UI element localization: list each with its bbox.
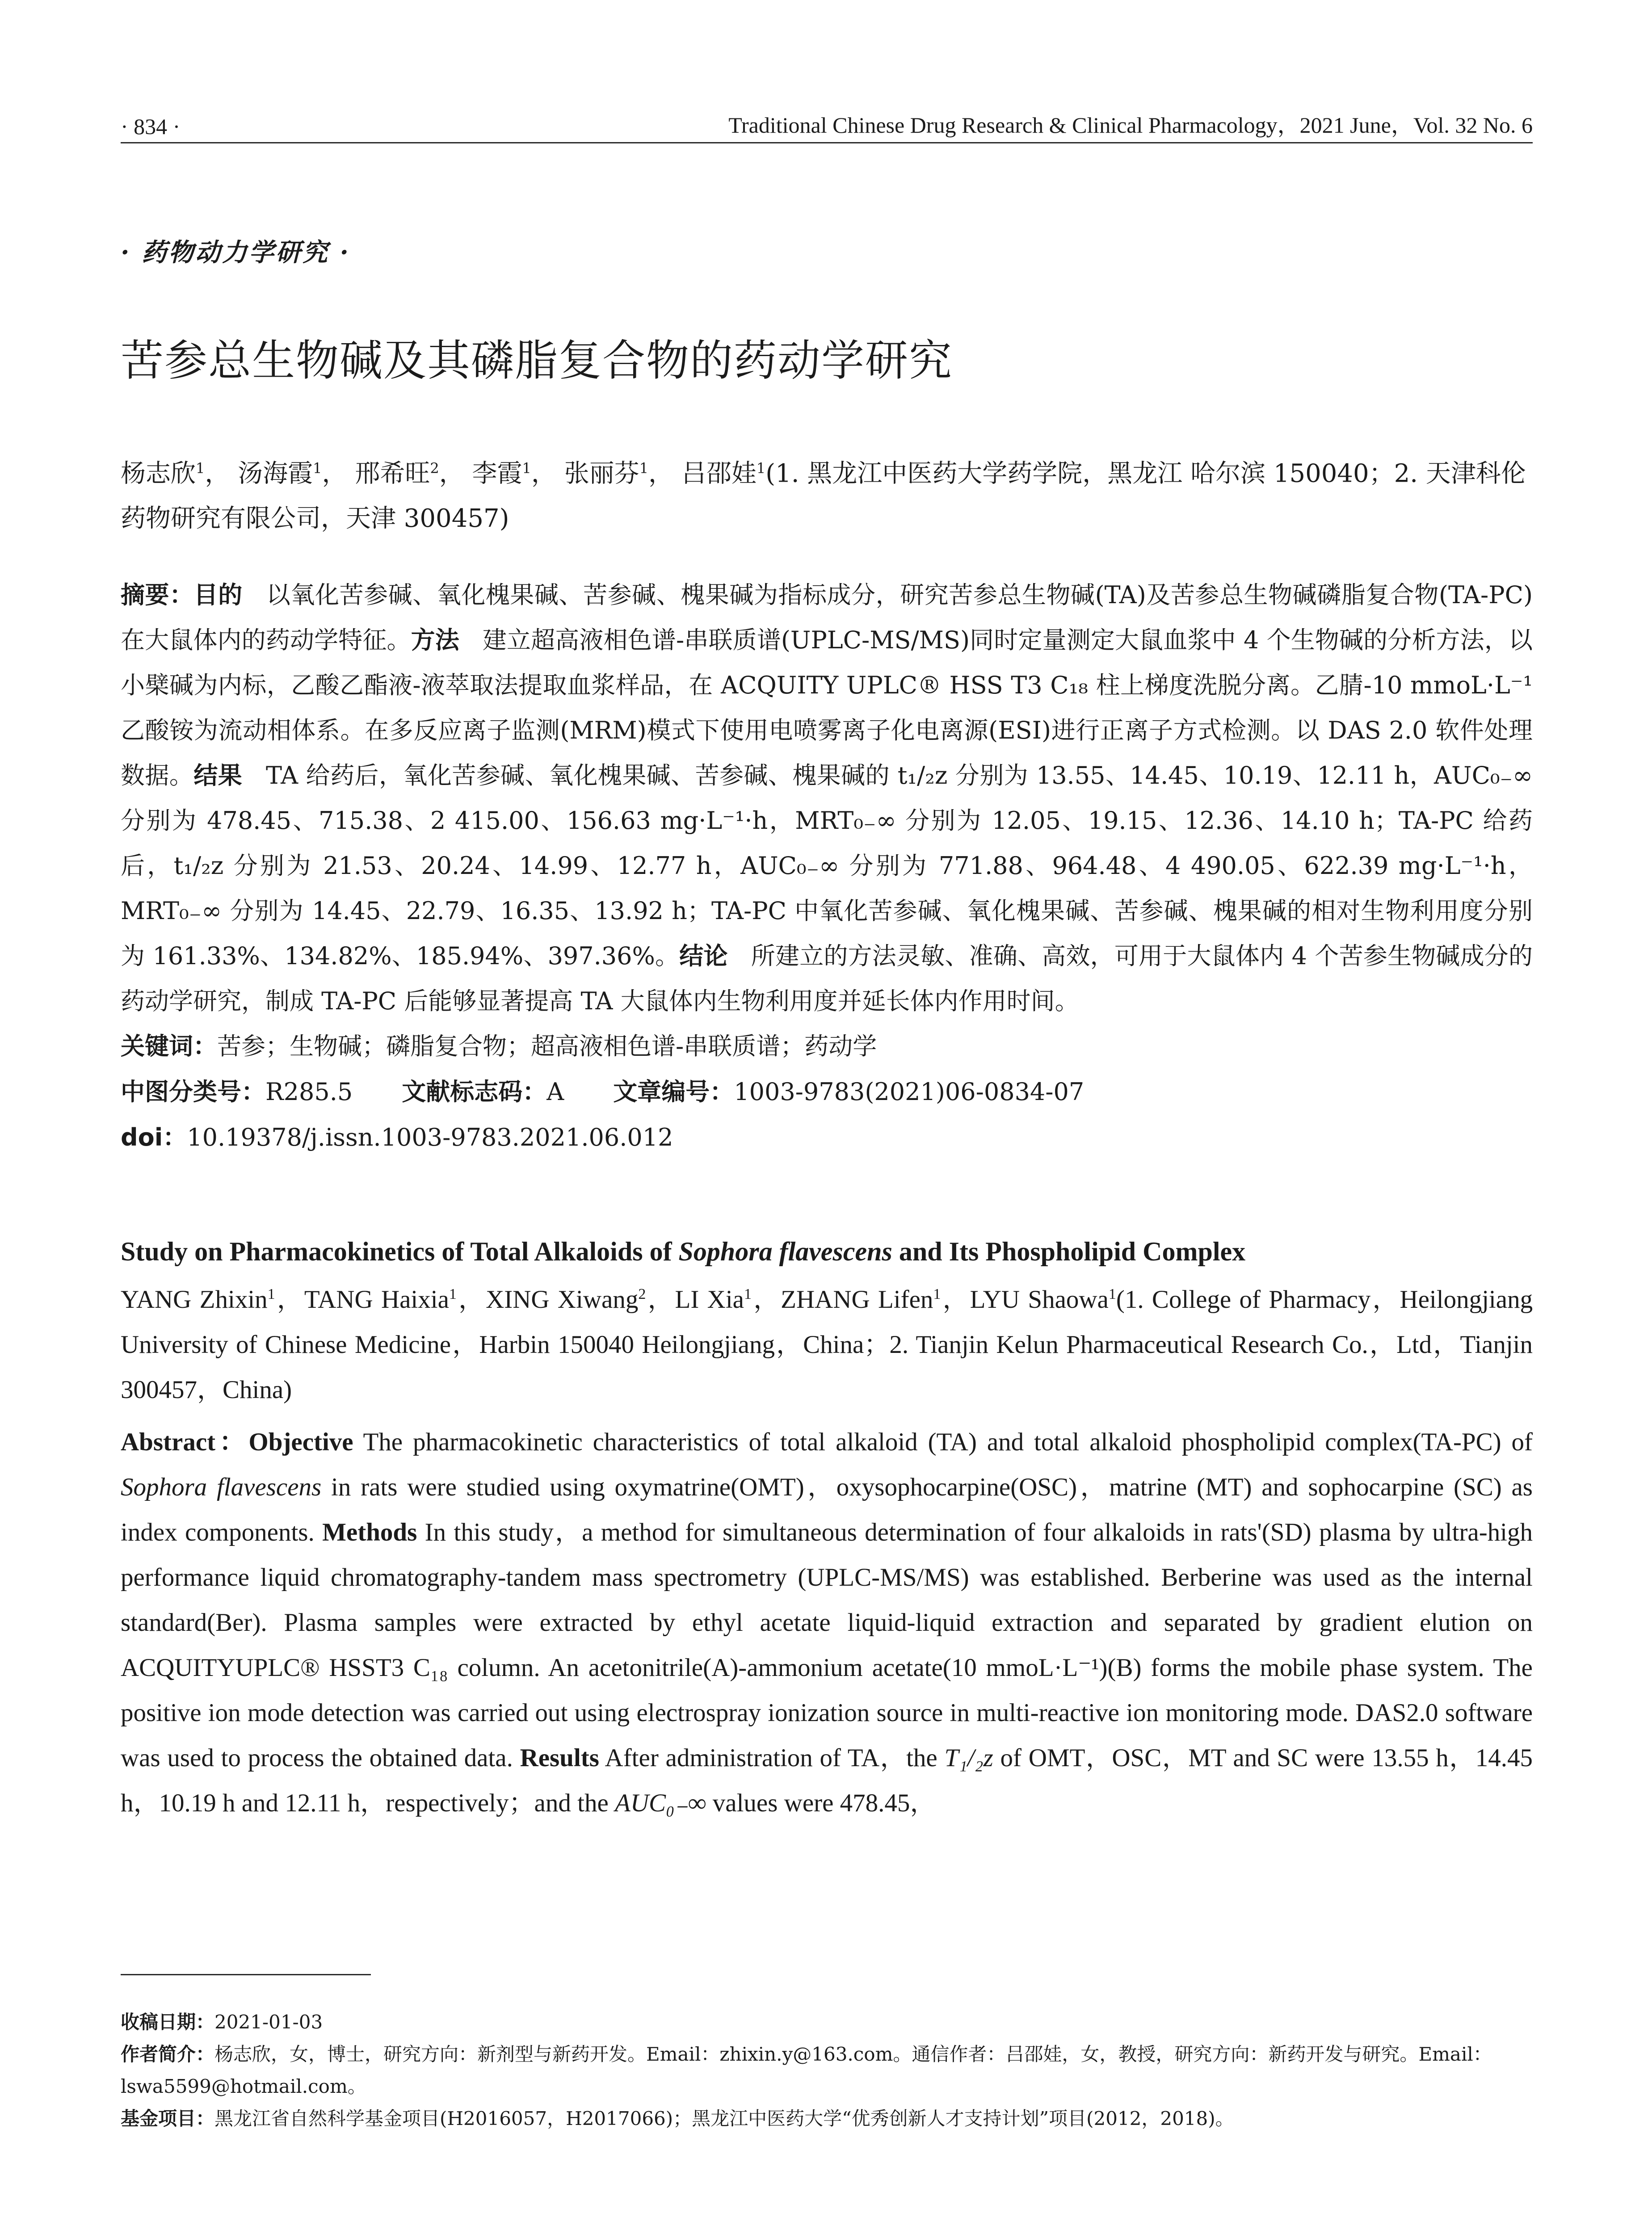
affiliation-en: (1. College of Pharmacy，Heilongjiang University of Chinese Medicine，Harbin 150040 Heilongjiang，China；2. Tianjin Kelun Pharmaceutical Research Co.，Ltd，Tianjin 300457，China) xyxy=(121,1285,1533,1404)
funding-value: 黑龙江省自然科学基金项目(H2016057，H2017066)；黑龙江中医药大学“优秀创新人才支持计划”项目(2012，2018)。 xyxy=(214,2108,1234,2129)
doi-label: doi： xyxy=(121,1123,187,1151)
keywords-text: 苦参；生物碱；磷脂复合物；超高液相色谱-串联质谱；药动学 xyxy=(217,1032,877,1060)
received-value: 2021-01-03 xyxy=(214,2011,323,2033)
page-number: · 834 · xyxy=(121,114,181,139)
author-name: 汤海霞 xyxy=(238,459,313,488)
species-name: Sophora flavescens xyxy=(121,1473,322,1501)
received-label: 收稿日期： xyxy=(121,2011,215,2033)
doc-code-label: 文献标志码： xyxy=(402,1077,547,1106)
classification-line xyxy=(121,1069,1533,1115)
author-affiliation-mark: 1 xyxy=(449,1285,457,1302)
abstract-en-label: Abstract： xyxy=(121,1428,249,1456)
article-page xyxy=(121,107,1533,1826)
author-affiliation-mark: 2 xyxy=(638,1285,646,1302)
conclusion-label: 结论 xyxy=(679,941,728,970)
keywords xyxy=(121,1024,1533,1069)
results-en-label: Results xyxy=(520,1743,599,1772)
abstract-label: 摘要： xyxy=(121,580,194,609)
half-life-symbol: T₁/₂z xyxy=(944,1743,993,1772)
author-name: 吕邵娃 xyxy=(681,459,757,488)
methods-en-label: Methods xyxy=(322,1518,417,1546)
author-bio xyxy=(121,2038,1533,2103)
author-affiliation-mark: 2 xyxy=(430,460,439,477)
doi-value: 10.19378/j.issn.1003-9783.2021.06.012 xyxy=(187,1123,673,1151)
methods-en-text: In this study，a method for simultaneous determination of four alkaloids in rats'(SD) plasma by ultra-high performance liquid chromatography-tandem mass spectrometry (UPLC-MS/MS) was established. Berberine was used as the internal standard(Ber). Plasma samples were extracted by ethyl acetate liquid-liquid extraction and separated by gradient elution on ACQUITYUPLC® HSST3 C₁₈ column. An acetonitrile(A)-ammonium acetate(10 mmoL·L⁻¹)(B) forms the mobile phase system. The positive ion mode detection was carried out using electrospray ionization source in multi-reactive ion monitoring mode. DAS2.0 software was used to process the obtained data. xyxy=(121,1518,1533,1772)
author-affiliation-mark: 1 xyxy=(1108,1285,1116,1302)
author-affiliation-mark: 1 xyxy=(756,460,766,477)
objective-en-text: in rats were studied using oxymatrine(OMT)，oxysophocarpine(OSC)，matrine (MT) and sophocarpine (SC) as index components. xyxy=(121,1473,1533,1546)
objective-text: 以氧化苦参碱、氧化槐果碱、苦参碱、槐果碱为指标成分，研究苦参总生物碱(TA)及苦参总生物碱磷脂复合物(TA-PC)在大鼠体内的药动学特征。 xyxy=(121,580,1533,654)
methods-text: 建立超高液相色谱-串联质谱(UPLC-MS/MS)同时定量测定大鼠血浆中 4 个生物碱的分析方法，以小檗碱为内标，乙酸乙酯液-液萃取法提取血浆样品，在 ACQUITY UPLC® HSS T3 C₁₈ 柱上梯度洗脱分离。乙腈-10 mmoL·L⁻¹ 乙酸铵为流动相体系。在多反应离子监测(MRM)模式下使用电喷雾离子化电离源(ESI)进行正离子方式检测。以 DAS 2.0 软件处理数据。 xyxy=(121,626,1533,789)
article-number-value: 1003-9783(2021)06-0834-07 xyxy=(734,1077,1085,1106)
title-en-part: and Its Phospholipid Complex xyxy=(892,1236,1246,1266)
author-bio-value: 杨志欣，女，博士，研究方向：新剂型与新药开发。Email：zhixin.y@163.com。通信作者：吕邵娃，女，教授，研究方向：新药开发与研究。Email：lswa5599@hotmail.com。 xyxy=(121,2043,1492,2097)
conclusion-text: 所建立的方法灵敏、准确、高效，可用于大鼠体内 4 个苦参生物碱成分的药动学研究，制成 TA-PC 后能够显著提高 TA 大鼠体内生物利用度并延长体内作用时间。 xyxy=(121,941,1533,1015)
author-bio-label: 作者简介： xyxy=(121,2043,215,2065)
doi-line xyxy=(121,1115,1533,1160)
authors-en: YANG Zhixin$^1$，TANG Haixia$^1$，XING Xiwang$^2$，LI Xia$^1$，ZHANG Lifen$^1$，LYU Shaowa$^1$(1. College of Pharmacy，Heilongjiang University of Chinese Medicine，Harbin 150040 Heilongjiang，China；2. Tianjin Kelun Pharmaceutical Research Co.，Ltd，Tianjin 300457，China) xyxy=(121,1285,1533,1404)
author-affiliation-mark: 1 xyxy=(267,1285,275,1302)
running-header xyxy=(121,107,1533,143)
author-affiliation-mark: 1 xyxy=(744,1285,752,1302)
results-text: TA 给药后，氧化苦参碱、氧化槐果碱、苦参碱、槐果碱的 t₁/₂z 分别为 13.55、14.45、10.19、12.11 h，AUC₀₋∞ 分别为 478.45、715.38、2 415.00、156.63 mg·L⁻¹·h，MRT₀₋∞ 分别为 12.05、19.15、12.36、14.10 h；TA-PC 给药后，t₁/₂z 分别为 21.53、20.24、14.99、12.77 h，AUC₀₋∞ 分别为 771.88、964.48、4 490.05、622.39 mg·L⁻¹·h，MRT₀₋∞ 分别为 14.45、22.79、16.35、13.92 h；TA-PC 中氧化苦参碱、氧化槐果碱、苦参碱、槐果碱的相对生物利用度分别为 161.33%、134.82%、185.94%、397.36%。 xyxy=(121,761,1533,970)
methods-label: 方法 xyxy=(411,626,459,654)
title-en-part: Study on Pharmacokinetics of Total Alkaloids of xyxy=(121,1236,679,1266)
clc-value: R285.5 xyxy=(265,1077,353,1106)
author-name: 邢希旺 xyxy=(355,459,430,488)
article-title-en xyxy=(121,1236,1533,1267)
author-affiliation-mark: 1 xyxy=(933,1285,941,1302)
affiliation-cn: (1. 黑龙江中医药大学药学院，黑龙江 哈尔滨 150040；2. 天津科伦药物研究有限公司，天津 300457) xyxy=(121,459,1526,533)
abstract-en xyxy=(121,1419,1533,1826)
received-date xyxy=(121,2006,1533,2038)
auc-symbol: AUC₀₋∞ xyxy=(615,1789,706,1817)
keywords-label: 关键词： xyxy=(121,1032,217,1060)
clc-label: 中图分类号： xyxy=(121,1077,265,1106)
author-name: 张丽芬 xyxy=(564,459,639,488)
journal-citation: Traditional Chinese Drug Research & Clinical Pharmacology，2021 June，Vol. 32 No. 6 xyxy=(728,113,1533,138)
results-en-text: After administration of TA，the xyxy=(599,1743,945,1772)
article-title-cn: 苦参总生物碱及其磷脂复合物的药动学研究 xyxy=(121,336,953,386)
author-affiliation-mark: 1 xyxy=(639,460,649,477)
author-name-en: YANG Zhixin xyxy=(121,1285,268,1314)
author-name-en: TANG Haixia xyxy=(304,1285,449,1314)
author-name-en: LI Xia xyxy=(675,1285,744,1314)
author-affiliation-mark: 1 xyxy=(196,460,205,477)
author-affiliation-mark: 1 xyxy=(313,460,322,477)
funding-label: 基金项目： xyxy=(121,2108,215,2129)
abstract-cn xyxy=(121,572,1533,1024)
author-name: 杨志欣 xyxy=(121,459,196,488)
author-name-en: LYU Shaowa xyxy=(970,1285,1109,1314)
author-name-en: XING Xiwang xyxy=(486,1285,639,1314)
species-name: Sophora flavescens xyxy=(678,1236,892,1266)
article-number-label: 文章编号： xyxy=(613,1077,734,1106)
doc-code-value: A xyxy=(546,1077,564,1106)
results-en-text: of OMT，OSC，MT and SC were 13.55 h，14.45 h，10.19 h and 12.11 h，respectively；and the xyxy=(121,1743,1533,1817)
objective-en-text: The pharmacokinetic characteristics of total alkaloid (TA) and total alkaloid phospholipid complex(TA-PC) of xyxy=(353,1428,1533,1456)
funding xyxy=(121,2103,1533,2135)
authors-cn: 杨志欣$^1$， 汤海霞$^1$， 邢希旺$^2$， 李霞$^1$， 张丽芬$^1$， 吕邵娃$^1$(1. 黑龙江中医药大学药学院，黑龙江 哈尔滨 150040；2. 天津科伦药物研究有限公司，天津 300457) xyxy=(121,459,1526,533)
objective-label: 目的 xyxy=(193,580,243,609)
column-tag: · 药物动力学研究 · xyxy=(121,238,350,267)
objective-en-label: Objective xyxy=(248,1428,353,1456)
results-label: 结果 xyxy=(193,761,243,789)
author-name-en: ZHANG Lifen xyxy=(781,1285,933,1314)
results-en-text: values were 478.45， xyxy=(706,1789,936,1817)
footnotes xyxy=(121,2006,1533,2135)
author-name: 李霞 xyxy=(472,459,522,488)
author-affiliation-mark: 1 xyxy=(522,460,531,477)
footnote-divider xyxy=(121,1974,371,1975)
